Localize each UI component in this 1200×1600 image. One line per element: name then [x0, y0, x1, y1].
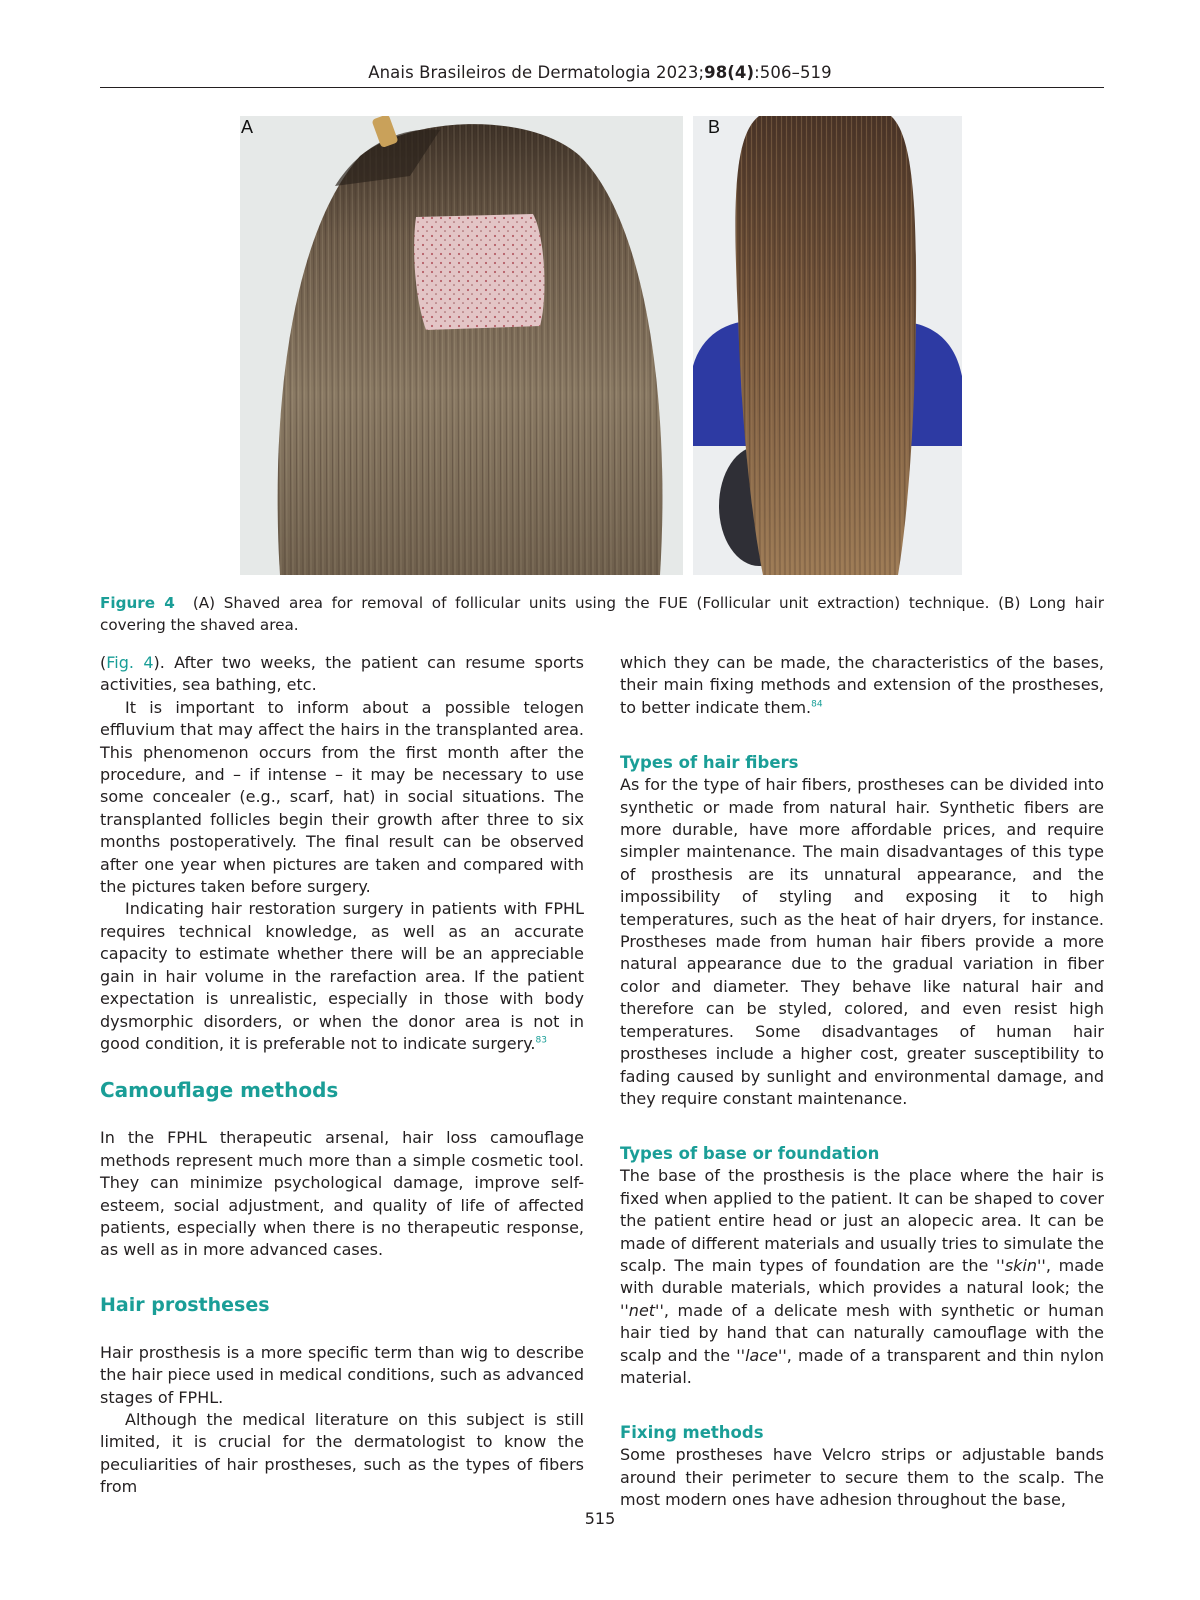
journal-name: Anais Brasileiros de Dermatologia 2023; [368, 63, 705, 82]
panel-label-b: B [708, 117, 721, 137]
figure-photo-b [693, 116, 962, 575]
paragraph [620, 652, 1104, 719]
figure-reference-link[interactable]: Fig. 4 [106, 653, 154, 672]
paragraph-text: , made of a delicate mesh with synthetic or human hair tied by hand that can naturally camouflage with the scalp and the [620, 1300, 1104, 1365]
figure-caption [100, 592, 1104, 636]
paragraph: As for the type of hair fibers, prostheses can be divided into synthetic or made from natural hair. Synthetic fibers are more durable, have more affordable prices, and require simpler maintenance. The main disadvantages of this type of prosthesis are its unnatural appearance, and the impossibility of styling and exposing it to high temperatures, such as the heat of hair dryers, for instance. Prostheses made from human hair fibers provide a more natural appearance due to the gradual variation in fiber color and diameter. They behave like natural hair and therefore can be styled, colored, and even resist high temperatures. Some disadvantages of human hair prostheses include a higher cost, greater susceptibility to fading caused by sunlight and environmental damage, and they require constant maintenance. [620, 775, 1104, 1108]
paragraph [620, 1165, 1104, 1389]
page-number: 515 [584, 1509, 616, 1528]
term-lace: ''lace'' [736, 1345, 787, 1365]
header-rule [100, 87, 1104, 88]
paragraph [100, 898, 584, 1055]
paragraph-text: which they can be made, the characteristics of the bases, their main fixing methods and extension of the prostheses, to better indicate them. [620, 653, 1104, 717]
term-net: ''net'' [620, 1300, 664, 1320]
figure-caption-text: (A) Shaved area for removal of follicular units using the FUE (Follicular unit extraction) technique. (B) Long hair covering the shaved area. [100, 594, 1104, 634]
section-heading: Hair prostheses [100, 1293, 270, 1316]
subsection-heading: Types of base or foundation [620, 1144, 880, 1164]
volume-issue: 98(4) [704, 63, 755, 82]
subsection-heading: Fixing methods [620, 1423, 764, 1443]
running-header [0, 63, 1200, 82]
term-skin: ''skin'' [996, 1255, 1046, 1275]
paragraph: Some prostheses have Velcro strips or adjustable bands around their perimeter to secure them to the scalp. The most modern ones have adhesion throughout the base, [620, 1445, 1104, 1510]
paragraph: Although the medical literature on this subject is still limited, it is crucial for the dermatologist to know the peculiarities of hair prostheses, such as the types of fibers from [100, 1409, 584, 1497]
paragraph: In the FPHL therapeutic arsenal, hair loss camouflage methods represent much more than a simple cosmetic tool. They can minimize psychological damage, improve self-esteem, social adjustment, and quality of life of affected patients, especially when there is no therapeutic response, as well as in more advanced cases. [100, 1128, 584, 1260]
paragraph: It is important to inform about a possible telogen effluvium that may affect the hairs in the transplanted area. This phenomenon occurs from the first month after the procedure, and – if intense – it may be necessary to use some concealer (e.g., scarf, hat) in social situations. The transplanted follicles begin their growth after three to six months postoperatively. The final result can be observed after one year when pictures are taken and compared with the pictures taken before surgery. [100, 697, 584, 897]
section-heading: Camouflage methods [100, 1078, 339, 1103]
subsection-heading: Types of hair fibers [620, 753, 799, 773]
left-column [100, 652, 584, 1499]
paragraph-text: , made of a transparent and thin nylon material. [620, 1345, 1105, 1387]
figure-photo-a [240, 116, 683, 575]
citation-link[interactable]: 84 [811, 699, 823, 710]
panel-label-a: A [241, 117, 254, 137]
paragraph-text: The base of the prosthesis is the place where the hair is fixed when applied to the patient. It can be shaped to cover the patient entire head or just an alopecic area. It can be made of different materials and usually tries to simulate the scalp. The main types of foundation are the [620, 1166, 1104, 1275]
paragraph-text: ). After two weeks, the patient can resume sports activities, sea bathing, etc. [100, 653, 584, 695]
paragraph-text: Indicating hair restoration surgery in patients with FPHL requires technical knowledge, as well as an accurate capacity to estimate whether there will be an appreciable gain in hair volume in the rarefaction area. If the patient expectation is unrealistic, especially in those with body dysmorphic disorders, or when the donor area is not in good condition, it is preferable not to indicate surgery. [100, 899, 584, 1053]
paragraph-text: , made with durable materials, which provides a natural look; the [620, 1255, 1105, 1298]
page-range: :506–519 [754, 63, 832, 82]
right-column [620, 652, 1104, 1512]
figure-label: Figure 4 [100, 594, 175, 612]
paragraph: Hair prosthesis is a more specific term than wig to describe the hair piece used in medical conditions, such as advanced stages of FPHL. [100, 1342, 584, 1407]
citation-link[interactable]: 83 [535, 1035, 547, 1046]
paragraph: (Fig. 4). After two weeks, the patient can resume sports activities, sea bathing, etc. [100, 653, 584, 695]
